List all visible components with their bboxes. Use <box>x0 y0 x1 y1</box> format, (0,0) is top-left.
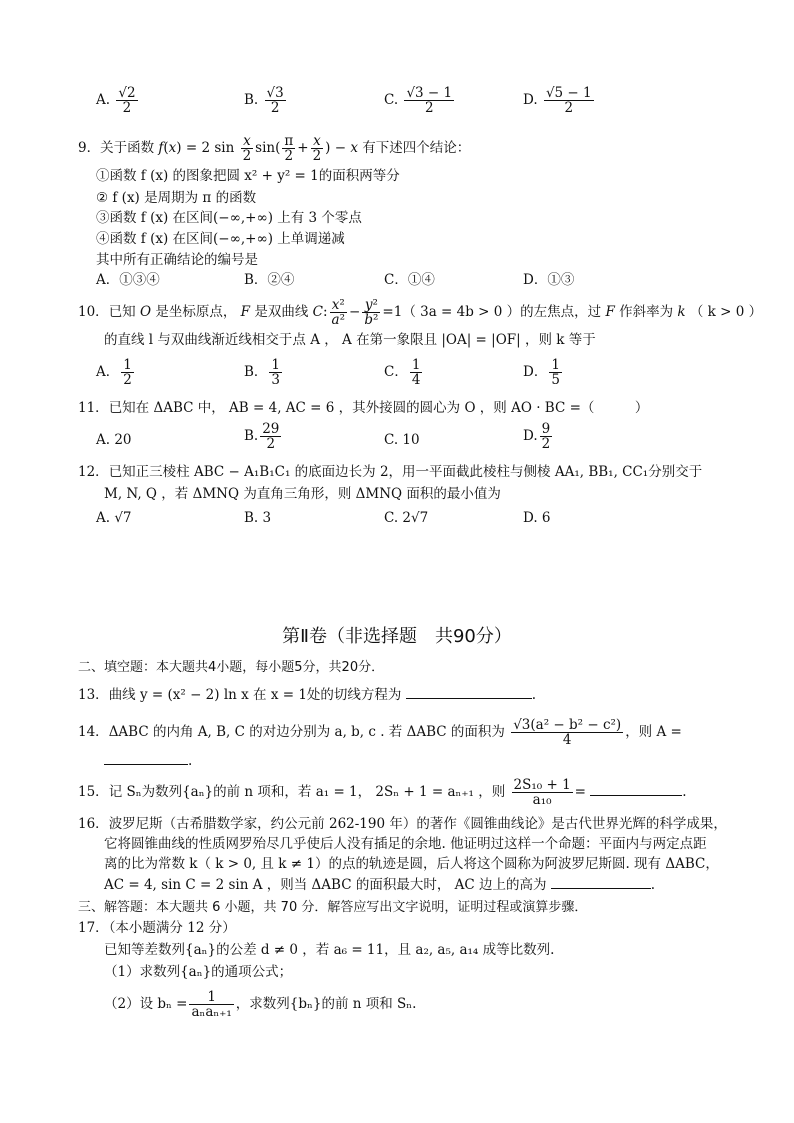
q17-header: 17．（本小题满分 12 分） <box>78 920 236 936</box>
fraction: $\frac{\text{2S₁₀ + 1}}{\text{a₁₀}}$ <box>513 777 571 808</box>
q14: 14．ΔABC 的内角 A, B, C 的对边分别为 a, b, c . 若 ΔABC 的面积为 $\frac{\text{√3(a² − b² − c²)}}{4}$ ，则 A = <box>78 717 682 748</box>
answer-blank[interactable] <box>590 781 682 796</box>
q9-statement-4: ④函数 f (x) 在区间(−∞,+∞) 上单调递减 <box>96 231 345 247</box>
q15: 15．记 Sₙ为数列{aₙ}的前 n 项和，若 a₁ = 1， 2Sₙ + 1 = aₙ₊₁ ，则 $\frac{\text{2S₁₀ + 1}}{\text{a₁₀}}$ = . <box>78 777 687 808</box>
q17-part-1: （1）求数列{aₙ}的通项公式； <box>104 964 293 980</box>
q11-option-c[interactable]: C. 10 <box>384 432 420 448</box>
answer-blank[interactable] <box>406 684 532 699</box>
q9-option-c[interactable]: C．①④ <box>384 272 435 288</box>
answer-section-title: 三、解答题：本大题共 6 小题，共 70 分．解答应写出文字说明，证明过程或演算步骤． <box>78 900 588 915</box>
q12-option-a[interactable]: A. √7 <box>96 510 132 526</box>
q12-line-2: M, N, Q ，若 ΔMNQ 为直角三角形，则 ΔMNQ 面积的最小值为 <box>104 486 501 502</box>
q9-option-d[interactable]: D．①③ <box>523 272 575 288</box>
section-2-heading: 第Ⅱ卷（非选择题 共90分） <box>282 626 512 647</box>
q16-line-4: AC = 4, sin C = 2 sin A ，则当 ΔABC 的面积最大时， AC 边上的高为 . <box>104 874 655 895</box>
answer-blank[interactable] <box>104 750 188 765</box>
q9-option-a[interactable]: A．①③④ <box>96 272 160 288</box>
q11-option-a[interactable]: A. 20 <box>96 432 132 448</box>
q9-statement-2: ② f (x) 是周期为 π 的函数 <box>96 190 257 206</box>
q11-option-d[interactable]: D. $\frac{9}{2}$ <box>523 421 551 452</box>
fraction: $\frac{√3 - 1}{2}$ <box>406 85 453 116</box>
q10-line-2: 的直线 l 与双曲线渐近线相交于点 A ， A 在第一象限且 |OA| = |OF| ，则 k 等于 <box>104 332 596 348</box>
q12-option-c[interactable]: C. 2√7 <box>384 510 429 526</box>
q10-line-1: 10．已知 O 是坐标原点， F 是双曲线 C: $\frac{\text{x²}}{\text{a²}}$ − $\frac{\text{y²}}{\text{b²}}$ =1（ 3a = 4b > 0 ）的左焦点，过 F 作斜率为 k （ k > 0 ） <box>78 297 763 328</box>
q8-option-b[interactable]: B. $\frac{√3}{2}$ <box>244 85 284 116</box>
q9-function: f(x) = 2 sin $\frac{x}{2}$ sin( $\frac{\pi}{2}$ + $\frac{x}{2}$ ) − x <box>158 133 358 164</box>
fill-in-section-title: 二、填空题：本大题共4小题，每小题5分，共20分． <box>78 660 385 675</box>
q8-option-d[interactable]: D. $\frac{√5 - 1}{2}$ <box>523 85 592 116</box>
q16-line-3: 离的比为常数 k（ k > 0, 且 k ≠ 1）的点的轨迹是圆，后人将这个圆称为阿波罗尼斯圆. 现有 ΔABC， <box>104 856 719 872</box>
q11-option-b[interactable]: B. $\frac{29}{2}$ <box>244 421 280 452</box>
q13: 13．曲线 y = (x² − 2) ln x 在 x = 1处的切线方程为 . <box>78 684 536 705</box>
fraction: $\frac{√2}{2}$ <box>118 85 136 116</box>
q10-option-c[interactable]: C． $\frac{1}{4}$ <box>384 357 421 388</box>
q9-stem: 9．关于函数 f(x) = 2 sin $\frac{x}{2}$ sin( $\frac{\pi}{2}$ + $\frac{x}{2}$ ) − x 有下述四个结论： <box>78 133 471 164</box>
q17-stem: 已知等差数列{aₙ}的公差 d ≠ 0 ，若 a₆ = 11，且 a₂, a₅, a₁₄ 成等比数列. <box>104 942 555 958</box>
answer-blank[interactable] <box>551 874 651 889</box>
q16-line-2: 它将圆锥曲线的性质网罗殆尽几乎使后人没有插足的余地. 他证明过这样一个命题：平面内与两定点距 <box>104 836 707 852</box>
q10-option-d[interactable]: D． $\frac{1}{5}$ <box>523 357 560 388</box>
q10-option-b[interactable]: B． $\frac{1}{3}$ <box>244 357 281 388</box>
q9-statement-1: ①函数 f (x) 的图象把圆 x² + y² = 1的面积两等分 <box>96 168 400 184</box>
q11-stem: 11．已知在 ΔABC 中， AB = 4, AC = 6 ，其外接圆的圆心为 O ，则 AO · BC =（ ） <box>78 400 649 416</box>
q14-answer-line: . <box>104 750 192 771</box>
q12-option-d[interactable]: D. 6 <box>523 510 551 526</box>
q9-statement-3: ③函数 f (x) 在区间(−∞,+∞) 上有 3 个零点 <box>96 210 362 226</box>
q9-question: 其中所有正确结论的编号是 <box>96 252 258 268</box>
q8-option-a[interactable]: A. $\frac{√2}{2}$ <box>96 85 136 116</box>
fraction: $\frac{√5 - 1}{2}$ <box>545 85 592 116</box>
q17-part-2: （2）设 bₙ = $\frac{1}{\text{aₙaₙ₊₁}}$ ，求数列{bₙ}的前 n 项和 Sₙ. <box>104 989 417 1020</box>
q9-option-b[interactable]: B．②④ <box>244 272 295 288</box>
q10-option-a[interactable]: A． $\frac{1}{2}$ <box>96 357 132 388</box>
q12-line-1: 12．已知正三棱柱 ABC − A₁B₁C₁ 的底面边长为 2，用一平面截此棱柱与侧棱 AA₁, BB₁, CC₁分别交于 <box>78 464 703 480</box>
fraction: $\frac{\text{√3(a² − b² − c²)}}{4}$ <box>513 717 622 748</box>
q8-option-c[interactable]: C. $\frac{√3 - 1}{2}$ <box>384 85 453 116</box>
q16-line-1: 16．波罗尼斯（古希腊数学家，约公元前 262-190 年）的著作《圆锥曲线论》是古代世界光辉的科学成果， <box>78 816 727 832</box>
q12-option-b[interactable]: B. 3 <box>244 510 272 526</box>
fraction: $\frac{√3}{2}$ <box>266 85 284 116</box>
fraction: $\frac{1}{\text{aₙaₙ₊₁}}$ <box>191 989 232 1020</box>
